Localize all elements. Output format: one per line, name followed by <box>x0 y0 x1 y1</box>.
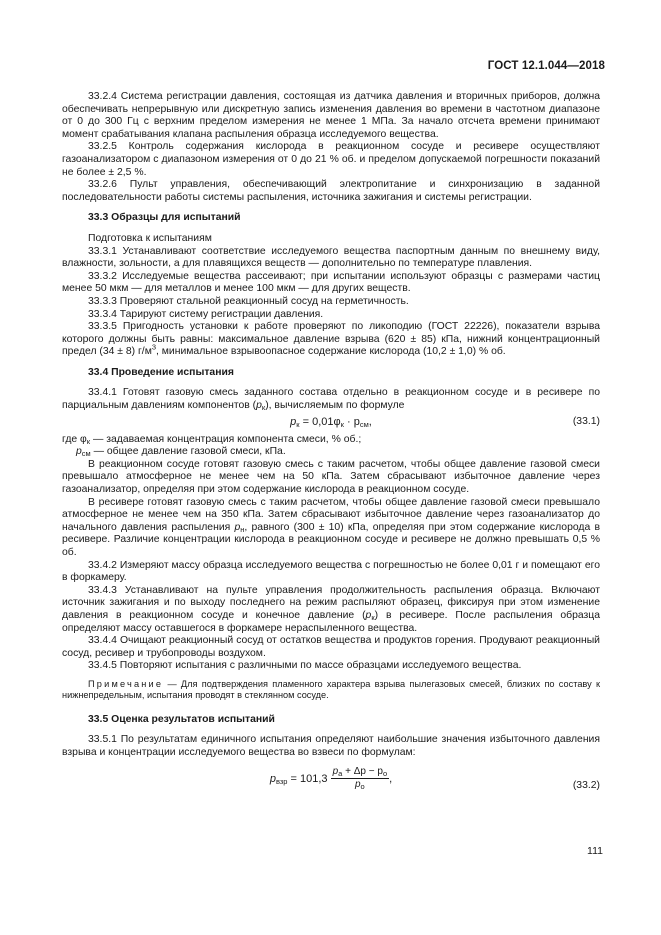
paragraph-33-3-2: 33.3.2 Исследуемые вещества рассеивают; при испытании используют образцы с размерами частиц менее 50 мкм — для металлов и менее 100 мкм — для других веществ. <box>62 270 600 295</box>
paragraph-receiver: В ресивере готовят газовую смесь с таким расчетом, чтобы общее давление газовой смеси превышало атмосферное не менее чем на 350 кПа. Затем сбрасывают избыточное давление через газоанализатор до начального давления распыления $p_н$, равного (300 ± 10) кПа, определяя при этом содержание кислорода в ресивере. Различие концентрации кислорода в реакционном сосуде и ресивере не должно превышать 0,5 % об. <box>62 496 601 558</box>
paragraph-33-4-4: 33.4.4 Очищают реакционный сосуд от остатков вещества и продуктов горения. Продувают реакционный сосуд, ресивер и трубопроводы воздухом. <box>62 635 600 659</box>
formula-33-1-number: (33.1) <box>572 415 600 427</box>
subheading-preparation: Подготовка к испытаниям <box>88 232 212 244</box>
paragraph-33-3-5: 33.3.5 Пригодность установки к работе проверяют по ликоподию (ГОСТ 22226), показатели взрыва которого должны быть равны: максимальное давление взрыва (620 ± 85) кПа, нижний концентрационный предел (34 ± 8) $г/м^3$, минимальное взрывоопасное содержание кислорода (10,2 ± 1,0) % об. <box>62 321 600 358</box>
section-heading-33-5: 33.5 Оценка результатов испытаний <box>88 713 275 725</box>
formula-33-2 <box>62 766 600 806</box>
paragraph-33-4-2: 33.4.2 Измеряют массу образца исследуемого вещества с погрешностью не более 0,01 г и помещают его в форкамеру. <box>62 559 600 584</box>
page-number: 111 <box>587 845 603 857</box>
fraction-denominator: $p_о$ <box>354 779 365 792</box>
fraction-numerator: $p_а + \Delta p - p_о$ <box>332 765 388 778</box>
note-label: Примечание <box>88 678 164 689</box>
formula-33-2-fraction <box>331 766 390 792</box>
section-heading-33-4: 33.4 Проведение испытания <box>88 366 234 378</box>
paragraph-33-5-1: 33.5.1 По результатам единичного испытания определяют наибольшие значения избыточного давления взрыва и концентрации исследуемого вещества во взвеси по формулам: <box>62 734 600 758</box>
paragraph-33-3-3: 33.3.3 Проверяют стальной реакционный сосуд на герметичность. <box>88 295 409 307</box>
paragraph-33-3-4: 33.3.4 Тарируют систему регистрации давления. <box>88 308 324 320</box>
formula-33-2-number: (33.2) <box>572 779 600 791</box>
formula-33-1 <box>62 414 600 433</box>
document-header: ГОСТ 12.1.044—2018 <box>487 60 605 72</box>
paragraph-reaction-vessel: В реакционном сосуде готовят газовую смесь с таким расчетом, чтобы общее давление газовой смеси превышало атмосферное не менее чем на 50 кПа. Затем сбрасывают избыточное давление через газоанализатор, определяя при этом содержание кислорода в реакционном сосуде. <box>62 458 600 496</box>
paragraph-33-3-1: 33.3.1 Устанавливают соответствие исследуемого вещества паспортным данным по внешнему виду, влажности, зольности, а для плавящихся веществ — дополнительно по температуре плавления. <box>62 245 600 270</box>
paragraph-33-2-6: 33.2.6 Пульт управления, обеспечивающий электропитание и синхронизацию в заданной последовательности работы системы распыления, источника зажигания и системы регистрации. <box>62 179 600 203</box>
note: Примечание — Для подтверждения пламенного характера взрыва пылегазовых смесей, близких по составу к нижнепредельным, испытания проводят в стеклянном сосуде. <box>62 678 600 701</box>
formula-33-2-expression: $p_{взр} = 101,3$ $p_а + \Delta p - p_о$ $p_о$, <box>269 765 393 792</box>
document-body <box>62 91 600 806</box>
formula-33-1-expression: $p_к = 0,01\varphi_к \cdot p_{см}$, <box>290 415 372 429</box>
where-line-1: где $\varphi_к$ — задаваемая концентрация компонента смеси, % об.; <box>62 433 362 446</box>
paragraph-33-4-3: 33.4.3 Устанавливают на пульте управления продолжительность распыления образца. Включают источник зажигания и по выходу последнего на режим распыляют образец, фиксируя при этом изменение давления в реакционном сосуде и конечное давление $(p_к)$ в ресивере. После распыления образца определяют массу оставшегося в форкамере нераспыленного вещества. <box>62 584 600 634</box>
paragraph-33-2-5: 33.2.5 Контроль содержания кислорода в реакционном сосуде и ресивере осуществляют газоанализатором с диапазоном измерения от 0 до 21 % об. и пределом допускаемой погрешности показаний не более ± 2,5 %. <box>62 141 600 178</box>
paragraph-33-4-1: 33.4.1 Готовят газовую смесь заданного состава отдельно в реакционном сосуде и в ресивере по парциальным давлениям компонентов $(p_к)$, вычисляемым по формуле <box>62 387 600 413</box>
paragraph-33-2-4: 33.2.4 Система регистрации давления, состоящая из датчика давления и вторичных приборов, должна обеспечивать непрерывную или дискретную запись изменения давления во времени в частотном диапазоне от 0 до 300 Гц с верхним пределом измерения не менее 1 МПа. За начало отсчета времени принимают момент срабатывания клапана распыления образца исследуемого вещества. <box>62 91 600 140</box>
paragraph-33-4-5: 33.4.5 Повторяют испытания с различными по массе образцами исследуемого вещества. <box>88 660 522 672</box>
where-line-2: $p_{см}$ — общее давление газовой смеси, кПа. <box>76 446 286 459</box>
section-heading-33-3: 33.3 Образцы для испытаний <box>88 212 241 224</box>
